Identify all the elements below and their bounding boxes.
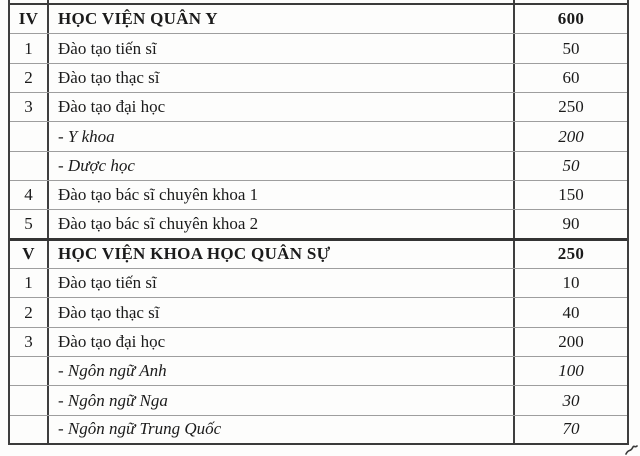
table-row bbox=[10, 386, 627, 415]
row-value: 30 bbox=[562, 390, 580, 410]
table-row bbox=[10, 240, 627, 269]
row-label: Đào tạo đại học bbox=[49, 93, 515, 121]
row-label: HỌC VIỆN QUÂN Y bbox=[49, 5, 515, 33]
row-number bbox=[10, 416, 49, 443]
table-rows bbox=[10, 5, 627, 445]
row-value: 100 bbox=[558, 361, 584, 381]
row-label: Đào tạo bác sĩ chuyên khoa 2 bbox=[49, 210, 515, 237]
ink-mark-artifact bbox=[625, 444, 639, 456]
row-value: 90 bbox=[562, 214, 580, 234]
quota-table bbox=[8, 0, 629, 445]
table-row bbox=[10, 269, 627, 298]
row-value: 10 bbox=[562, 273, 580, 293]
row-value: 50 bbox=[562, 38, 580, 58]
table-row bbox=[10, 34, 627, 63]
row-number bbox=[10, 122, 49, 150]
row-label: - Ngôn ngữ Trung Quốc bbox=[49, 416, 515, 443]
row-value: 60 bbox=[562, 67, 580, 87]
row-label: - Ngôn ngữ Nga bbox=[49, 386, 515, 414]
row-value: 200 bbox=[558, 126, 584, 146]
row-value: 70 bbox=[562, 419, 580, 439]
table-row bbox=[10, 210, 627, 239]
row-label: Đào tạo tiến sĩ bbox=[49, 269, 515, 297]
row-number bbox=[10, 386, 49, 414]
table-row bbox=[10, 122, 627, 151]
row-label: Đào tạo thạc sĩ bbox=[49, 64, 515, 92]
row-value: 250 bbox=[558, 97, 584, 117]
row-label: Đào tạo bác sĩ chuyên khoa 1 bbox=[49, 181, 515, 209]
table-row bbox=[10, 64, 627, 93]
row-label: - Y khoa bbox=[49, 122, 515, 150]
row-label: HỌC VIỆN KHOA HỌC QUÂN SỰ bbox=[49, 241, 515, 268]
table-row bbox=[10, 298, 627, 327]
row-label: Đào tạo tiến sĩ bbox=[49, 34, 515, 62]
row-value: 50 bbox=[562, 155, 580, 175]
row-label: Đào tạo thạc sĩ bbox=[49, 298, 515, 326]
row-label: Đào tạo đại học bbox=[49, 328, 515, 356]
row-label: - Dược học bbox=[49, 152, 515, 180]
row-number bbox=[10, 357, 49, 385]
row-value: 600 bbox=[557, 9, 585, 29]
row-number: 3 bbox=[10, 93, 49, 121]
table-row bbox=[10, 181, 627, 210]
row-number: 4 bbox=[10, 181, 49, 209]
row-number: 2 bbox=[10, 298, 49, 326]
row-number bbox=[10, 152, 49, 180]
table-row bbox=[10, 328, 627, 357]
row-number: IV bbox=[10, 5, 49, 33]
row-label: - Ngôn ngữ Anh bbox=[49, 357, 515, 385]
row-value: 150 bbox=[558, 185, 584, 205]
row-value: 250 bbox=[557, 244, 585, 264]
table-row bbox=[10, 357, 627, 386]
row-number: 3 bbox=[10, 328, 49, 356]
row-number: 1 bbox=[10, 269, 49, 297]
table-row bbox=[10, 93, 627, 122]
table-row bbox=[10, 5, 627, 34]
row-number: 5 bbox=[10, 210, 49, 237]
row-number: V bbox=[10, 241, 49, 268]
row-value: 200 bbox=[558, 331, 584, 351]
row-number: 1 bbox=[10, 34, 49, 62]
row-value: 40 bbox=[562, 302, 580, 322]
row-number: 2 bbox=[10, 64, 49, 92]
table-row bbox=[10, 152, 627, 181]
table-row bbox=[10, 416, 627, 445]
